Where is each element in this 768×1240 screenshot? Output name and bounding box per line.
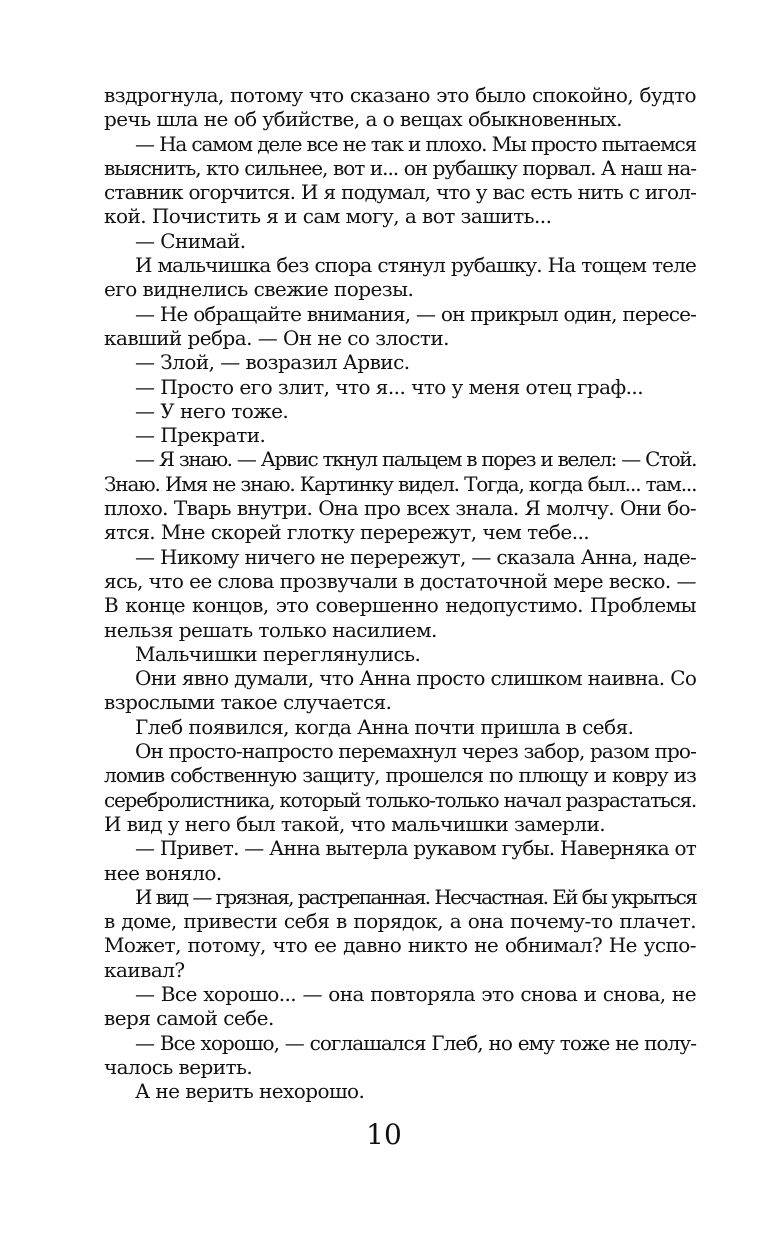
text-line: кавший ребра. — Он не со злости. — [104, 325, 449, 350]
text-line: Знаю. Имя не знаю. Картинку видел. Тогда, когда был... там... — [104, 471, 697, 496]
text-line: — На самом деле все не так и плохо. Мы просто пытаемся — [135, 131, 696, 156]
text-line: ятся. Мне скорей глотку перережут, чем тебе... — [104, 520, 590, 545]
text-line: Он просто-напросто перемахнул через забор, разом про- — [135, 739, 697, 764]
text-line: Глеб появился, когда Анна почти пришла в себя. — [135, 714, 634, 739]
text-line: в доме, привести себя в порядок, а она почему-то плачет. — [104, 909, 696, 934]
text-line: серебролистника, который только-только начал разрастаться. — [104, 787, 696, 812]
text-line: — Никому ничего не перережут, — сказала Анна, наде- — [135, 544, 697, 569]
text-line: И вид у него был такой, что мальчишки замерли. — [104, 811, 606, 836]
text-line: — Привет. — Анна вытерла рукавом губы. Наверняка от — [135, 836, 697, 861]
text-line: — Просто его злит, что я... что у меня отец граф... — [135, 374, 644, 399]
text-line: плохо. Тварь внутри. Она про всех знала. Я молчу. Они бо- — [104, 496, 696, 521]
text-line: Они явно думали, что Анна просто слишком наивна. Со — [135, 666, 697, 691]
text-line: — Все хорошо... — она повторяла это снова и снова, не — [135, 981, 696, 1006]
text-line: Может, потому, что ее давно никто не обнимал? Не успо- — [104, 933, 696, 958]
text-line: выяснить, кто сильнее, вот и... он рубашку порвал. А наш на- — [104, 155, 696, 180]
text-line: ставник огорчится. И я подумал, что у вас есть нить с игол- — [104, 180, 696, 205]
text-line: вздрогнула, потому что сказано это было спокойно, будто — [104, 83, 696, 107]
text-line: — Я знаю. — Арвис ткнул пальцем в порез и велел: — Стой. — [135, 447, 696, 472]
text-line: — Не обращайте внимания, — он прикрыл один, пересе- — [135, 301, 696, 326]
text-line: В конце концов, это совершенно недопустимо. Проблемы — [104, 593, 696, 618]
text-line: — Все хорошо, — соглашался Глеб, но ему тоже не полу- — [135, 1030, 696, 1055]
text-line: А не верить нехорошо. — [135, 1079, 365, 1104]
text-line: кой. Почистить я и сам могу, а вот зашить... — [104, 204, 552, 229]
text-line: его виднелись свежие порезы. — [104, 277, 414, 302]
page-number: 10 — [366, 1118, 402, 1151]
text-line: — Прекрати. — [135, 423, 266, 448]
text-line: — Злой, — возразил Арвис. — [135, 350, 410, 375]
text-line: ясь, что ее слова прозвучали в достаточной мере веско. — — [104, 568, 696, 593]
text-line: чалось верить. — [104, 1054, 253, 1079]
text-line: взрослыми такое случается. — [104, 690, 392, 715]
text-line: — У него тоже. — [135, 398, 289, 423]
body-text — [104, 83, 696, 1103]
text-line: И вид — грязная, растрепанная. Несчастная. Ей бы укрыться — [135, 884, 696, 909]
text-line: нее воняло. — [104, 860, 222, 885]
text-line: нельзя решать только насилием. — [104, 617, 437, 642]
text-line: ломив собственную защиту, прошелся по плющу и ковру из — [104, 763, 696, 788]
text-line: речь шла не об убийстве, а о вещах обыкновенных. — [104, 107, 622, 132]
text-line: И мальчишка без спора стянул рубашку. На тощем теле — [135, 253, 696, 278]
text-line: каивал? — [104, 957, 185, 982]
text-line: Мальчишки переглянулись. — [135, 641, 421, 666]
text-line: — Снимай. — [135, 228, 246, 253]
text-line: веря самой себе. — [104, 1006, 274, 1031]
